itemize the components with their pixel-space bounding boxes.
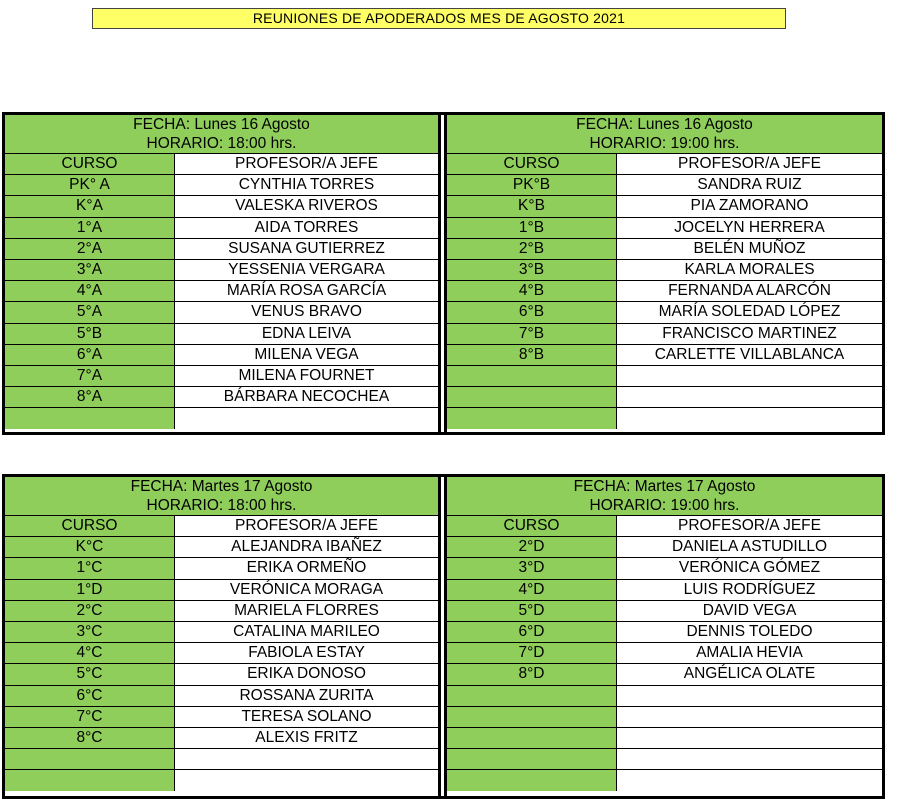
table-row — [447, 622, 882, 643]
profesor-cell: VENUS BRAVO — [175, 302, 438, 322]
schedule-table — [5, 115, 438, 432]
curso-cell: 8°D — [447, 664, 617, 684]
table-header — [447, 115, 882, 154]
profesor-cell: PIA ZAMORANO — [617, 196, 882, 216]
table-row — [5, 580, 438, 601]
table-row — [447, 601, 882, 622]
profesor-cell: DENNIS TOLEDO — [617, 622, 882, 642]
table-row — [5, 324, 438, 345]
curso-header: CURSO — [5, 154, 175, 174]
table-rows — [5, 154, 438, 429]
profesor-cell: MARÍA SOLEDAD LÓPEZ — [617, 302, 882, 322]
curso-cell — [447, 749, 617, 769]
schedule-table — [447, 115, 882, 432]
table-row — [5, 728, 438, 749]
curso-cell — [5, 749, 175, 769]
profesor-cell: CARLETTE VILLABLANCA — [617, 345, 882, 365]
profesor-header: PROFESOR/A JEFE — [617, 516, 882, 536]
curso-cell: 2°C — [5, 601, 175, 621]
table-row — [447, 580, 882, 601]
table-row — [5, 601, 438, 622]
table-row — [447, 196, 882, 217]
horario-label: HORARIO: 18:00 hrs. — [146, 135, 297, 152]
table-row — [447, 537, 882, 558]
table-rows — [447, 516, 882, 791]
column-divider — [438, 115, 447, 432]
table-row — [5, 302, 438, 323]
profesor-cell: EDNA LEIVA — [175, 324, 438, 344]
curso-cell: 4°A — [5, 281, 175, 301]
table-row — [5, 686, 438, 707]
profesor-header: PROFESOR/A JEFE — [175, 516, 438, 536]
curso-cell: 3°C — [5, 622, 175, 642]
page-title: REUNIONES DE APODERADOS MES DE AGOSTO 2021 — [92, 8, 786, 29]
table-row — [447, 302, 882, 323]
curso-cell: 7°A — [5, 366, 175, 386]
curso-cell: 5°C — [5, 664, 175, 684]
table-row — [5, 537, 438, 558]
table-row — [5, 643, 438, 664]
curso-cell — [447, 686, 617, 706]
curso-cell: 2°B — [447, 239, 617, 259]
profesor-cell: MARIELA FLORRES — [175, 601, 438, 621]
horario-label: HORARIO: 18:00 hrs. — [146, 497, 297, 514]
fecha-label: FECHA: Lunes 16 Agosto — [133, 116, 310, 133]
curso-cell — [5, 770, 175, 791]
table-row — [5, 664, 438, 685]
fecha-label: FECHA: Martes 17 Agosto — [130, 478, 313, 495]
table-row — [5, 387, 438, 408]
curso-cell — [447, 366, 617, 386]
profesor-cell: FABIOLA ESTAY — [175, 643, 438, 663]
curso-cell: 8°A — [5, 387, 175, 407]
table-row — [5, 281, 438, 302]
profesor-cell: BÁRBARA NECOCHEA — [175, 387, 438, 407]
schedule-table — [5, 477, 438, 796]
curso-cell: 5°A — [5, 302, 175, 322]
curso-cell: 7°B — [447, 324, 617, 344]
profesor-cell: ERIKA DONOSO — [175, 664, 438, 684]
curso-cell: PK° A — [5, 175, 175, 195]
profesor-cell: DANIELA ASTUDILLO — [617, 537, 882, 557]
profesor-cell: AIDA TORRES — [175, 218, 438, 238]
horario-label: HORARIO: 19:00 hrs. — [589, 497, 740, 514]
profesor-cell — [617, 707, 882, 727]
profesor-cell — [617, 408, 882, 429]
curso-cell: 4°C — [5, 643, 175, 663]
curso-cell: 3°D — [447, 558, 617, 578]
curso-cell — [447, 707, 617, 727]
table-row — [447, 707, 882, 728]
curso-cell: 8°C — [5, 728, 175, 748]
table-row — [447, 281, 882, 302]
profesor-cell: YESSENIA VERGARA — [175, 260, 438, 280]
table-rows — [447, 154, 882, 429]
table-row — [447, 558, 882, 579]
table-row — [5, 749, 438, 770]
table-row — [447, 770, 882, 791]
horario-label: HORARIO: 19:00 hrs. — [589, 135, 740, 152]
profesor-cell — [175, 749, 438, 769]
profesor-cell: FERNANDA ALARCÓN — [617, 281, 882, 301]
profesor-cell: AMALIA HEVIA — [617, 643, 882, 663]
profesor-header: PROFESOR/A JEFE — [175, 154, 438, 174]
table-row — [447, 260, 882, 281]
column-header-row — [5, 516, 438, 537]
table-row — [447, 686, 882, 707]
table-row — [5, 622, 438, 643]
profesor-cell: CATALINA MARILEO — [175, 622, 438, 642]
table-row — [447, 749, 882, 770]
curso-cell: 3°B — [447, 260, 617, 280]
profesor-cell: JOCELYN HERRERA — [617, 218, 882, 238]
profesor-cell: VALESKA RIVEROS — [175, 196, 438, 216]
table-row — [5, 707, 438, 728]
curso-cell: 6°D — [447, 622, 617, 642]
curso-cell: 4°D — [447, 580, 617, 600]
table-row — [5, 408, 438, 429]
curso-cell: 5°D — [447, 601, 617, 621]
profesor-header: PROFESOR/A JEFE — [617, 154, 882, 174]
profesor-cell: SANDRA RUIZ — [617, 175, 882, 195]
profesor-cell: DAVID VEGA — [617, 601, 882, 621]
profesor-cell: VERÓNICA MORAGA — [175, 580, 438, 600]
table-row — [5, 239, 438, 260]
profesor-cell — [617, 770, 882, 791]
table-row — [5, 770, 438, 791]
curso-cell — [447, 728, 617, 748]
table-row — [5, 260, 438, 281]
table-row — [447, 643, 882, 664]
fecha-label: FECHA: Lunes 16 Agosto — [576, 116, 753, 133]
profesor-cell: CYNTHIA TORRES — [175, 175, 438, 195]
profesor-cell: BELÉN MUÑOZ — [617, 239, 882, 259]
column-header-row — [447, 516, 882, 537]
curso-cell: 6°B — [447, 302, 617, 322]
curso-cell: 3°A — [5, 260, 175, 280]
curso-header: CURSO — [447, 516, 617, 536]
curso-cell: 1°A — [5, 218, 175, 238]
profesor-cell — [617, 728, 882, 748]
profesor-cell: ROSSANA ZURITA — [175, 686, 438, 706]
table-row — [5, 366, 438, 387]
profesor-cell: ERIKA ORMEÑO — [175, 558, 438, 578]
curso-cell — [447, 387, 617, 407]
profesor-cell: VERÓNICA GÓMEZ — [617, 558, 882, 578]
curso-cell — [447, 408, 617, 429]
profesor-cell — [175, 770, 438, 791]
table-row — [447, 345, 882, 366]
curso-cell: 2°D — [447, 537, 617, 557]
curso-cell: 4°B — [447, 281, 617, 301]
table-row — [447, 387, 882, 408]
profesor-cell — [175, 408, 438, 429]
profesor-cell: MARÍA ROSA GARCÍA — [175, 281, 438, 301]
curso-header: CURSO — [447, 154, 617, 174]
profesor-cell — [617, 749, 882, 769]
column-header-row — [447, 154, 882, 175]
curso-cell: 8°B — [447, 345, 617, 365]
table-rows — [5, 516, 438, 791]
curso-cell: 6°C — [5, 686, 175, 706]
table-header — [447, 477, 882, 516]
profesor-cell: KARLA MORALES — [617, 260, 882, 280]
curso-cell: 1°D — [5, 580, 175, 600]
column-header-row — [5, 154, 438, 175]
curso-header: CURSO — [5, 516, 175, 536]
profesor-cell — [617, 387, 882, 407]
curso-cell — [5, 408, 175, 429]
table-row — [5, 175, 438, 196]
schedule-block-monday — [2, 112, 885, 435]
profesor-cell — [617, 366, 882, 386]
schedule-table — [447, 477, 882, 796]
profesor-cell: ALEJANDRA IBAÑEZ — [175, 537, 438, 557]
profesor-cell: FRANCISCO MARTINEZ — [617, 324, 882, 344]
curso-cell: 5°B — [5, 324, 175, 344]
table-row — [447, 175, 882, 196]
fecha-label: FECHA: Martes 17 Agosto — [573, 478, 756, 495]
curso-cell: K°B — [447, 196, 617, 216]
profesor-cell: MILENA FOURNET — [175, 366, 438, 386]
curso-cell: 6°A — [5, 345, 175, 365]
curso-cell: 1°B — [447, 218, 617, 238]
curso-cell: 7°D — [447, 643, 617, 663]
curso-cell: PK°B — [447, 175, 617, 195]
table-row — [447, 239, 882, 260]
curso-cell: K°C — [5, 537, 175, 557]
table-row — [447, 664, 882, 685]
schedule-block-tuesday — [2, 474, 885, 799]
table-row — [447, 324, 882, 345]
curso-cell: 2°A — [5, 239, 175, 259]
profesor-cell: MILENA VEGA — [175, 345, 438, 365]
curso-cell: 7°C — [5, 707, 175, 727]
table-row — [5, 218, 438, 239]
profesor-cell: SUSANA GUTIERREZ — [175, 239, 438, 259]
profesor-cell: ANGÉLICA OLATE — [617, 664, 882, 684]
curso-cell: K°A — [5, 196, 175, 216]
profesor-cell: TERESA SOLANO — [175, 707, 438, 727]
column-divider — [438, 477, 447, 796]
curso-cell: 1°C — [5, 558, 175, 578]
table-header — [5, 477, 438, 516]
table-row — [447, 408, 882, 429]
table-row — [447, 218, 882, 239]
table-row — [5, 558, 438, 579]
table-row — [5, 345, 438, 366]
profesor-cell — [617, 686, 882, 706]
profesor-cell: ALEXIS FRITZ — [175, 728, 438, 748]
table-row — [447, 728, 882, 749]
table-header — [5, 115, 438, 154]
table-row — [5, 196, 438, 217]
profesor-cell: LUIS RODRÍGUEZ — [617, 580, 882, 600]
table-row — [447, 366, 882, 387]
curso-cell — [447, 770, 617, 791]
